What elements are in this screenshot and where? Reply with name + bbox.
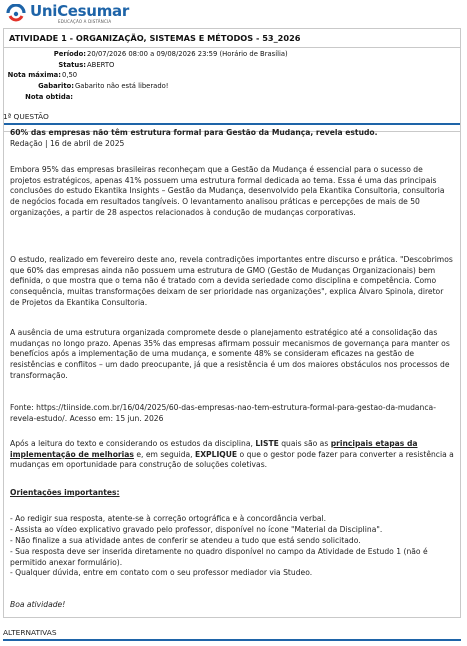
orientation-item-1: - Ao redigir sua resposta, atente-se à correção ortográfica e à concordância verbal. [10,514,327,523]
answer-key-label: Gabarito: [38,82,74,90]
orientation-item-2: - Assista ao vídeo explicativo gravado pelo professor, disponível no ícone "Material da Disciplina". [10,525,383,534]
instruction-keyword-steps: principais etapas da implementação de melhorias [10,439,418,459]
question-title: 60% das empresas não têm estrutura formal para Gestão da Mudança, revela estudo. [10,128,378,137]
status-label: Status: [58,61,86,69]
orientations-title: Orientações importantes: [10,488,120,497]
closing-text: Boa atividade! [10,600,66,609]
paragraph-3: A ausência de uma estrutura organizada compromete desde o planejamento estratégico até a consolidação das mudanças no longo prazo. Apenas 35% das empresas afirmam possuir mecanismos de governança para manter os benefícios após a implementação de uma mudança, e somente 48% se consideram eficazes na gestão de resistências e conflitos – um dado preocupante, já que a resistência é um dos maiores obstáculos nos processos de transformação. [10,328,450,380]
orientation-item-3: - Não finalize a sua atividade antes de conferir se atendeu a tudo que está sendo solicitado. [10,536,361,545]
max-grade-label: Nota máxima: [7,71,61,79]
instruction-keyword-list: LISTE [255,439,279,448]
instruction-text-1: Após a leitura do texto e considerando os estudos da disciplina, [10,439,256,448]
instruction-paragraph [10,439,454,471]
obtained-grade-label: Nota obtida: [25,93,73,101]
source-reference: Fonte: https://tiinside.com.br/16/04/2025/60-das-empresas-nao-tem-estrutura-formal-para-gestao-da-mudanca-revela-estudo/. Acesso em: 15 jun. 2026 [10,403,436,423]
brand-name: UniCesumar [30,2,129,20]
unicesumar-logo-icon [6,4,26,24]
period-value: 20/07/2026 08:00 a 09/08/2026 23:59 (Horário de Brasília) [87,50,288,58]
brand-subtitle: EDUCAÇÃO A DISTÂNCIA [58,19,112,24]
answer-key-value: Gabarito não está liberado! [75,82,169,90]
max-grade-value: 0,50 [62,71,78,79]
orientation-item-4: - Sua resposta deve ser inserida diretamente no quadro disponível no campo da Atividade de Estudo 1 (não é permitido anexar formulário). [10,547,428,567]
orientation-item-5: - Qualquer dúvida, entre em contato com o seu professor mediador via Studeo. [10,568,313,577]
instruction-text-4: o que o gestor pode fazer para converter a resistência a mudanças em oportunidade para construção de soluções coletivas. [10,449,454,470]
instruction-text-3: e, em seguida, [133,449,196,459]
paragraph-1: Embora 95% das empresas brasileiras reconheçam que a Gestão da Mudança é essencial para o sucesso de projetos estratégicos, apenas 41% possuem uma estrutura formal dedicada ao tema. Essa é uma das principais conclusões do estudo Ekantika Insights – Gestão da Mudança, desenvolvido pela Ekantika Consultoria, consultoria de negócios focada em resultados tangíveis. O levantamento analisou práticas e percepções de mais de 50 organizações, a partir de 28 aspectos relacionados à condução de mudanças corporativas. [10,165,445,217]
instruction-keyword-explain: EXPLIQUE [195,449,238,459]
instruction-text-2: quais são as [278,439,331,448]
question-dateline: Redação | 16 de abril de 2025 [10,139,125,148]
alternatives-header: ALTERNATIVAS [3,627,461,641]
question-header: 1ª QUESTÃO [3,111,461,125]
status-value: ABERTO [87,61,115,69]
activity-title: ATIVIDADE 1 - ORGANIZAÇÃO, SISTEMAS E MÉTODOS - 53_2026 [4,29,460,48]
period-label: Período: [53,50,86,58]
paragraph-2: O estudo, realizado em fevereiro deste ano, revela contradições importantes entre discurso e prática. "Descobrimos que 60% das empresas ainda não possuem uma estrutura de GMO (Gestão de Mudanças Organizacionais) bem definida, o que mostra que o tema não é tratado com a devida seriedade como disciplina e competência. Como consequência, muitas transformações deixam de ser prioridade nas organizações", explica Álvaro Spinola, diretor de Projetos da Ekantika Consultoria. [10,255,453,307]
unicesumar-logo [6,4,129,26]
